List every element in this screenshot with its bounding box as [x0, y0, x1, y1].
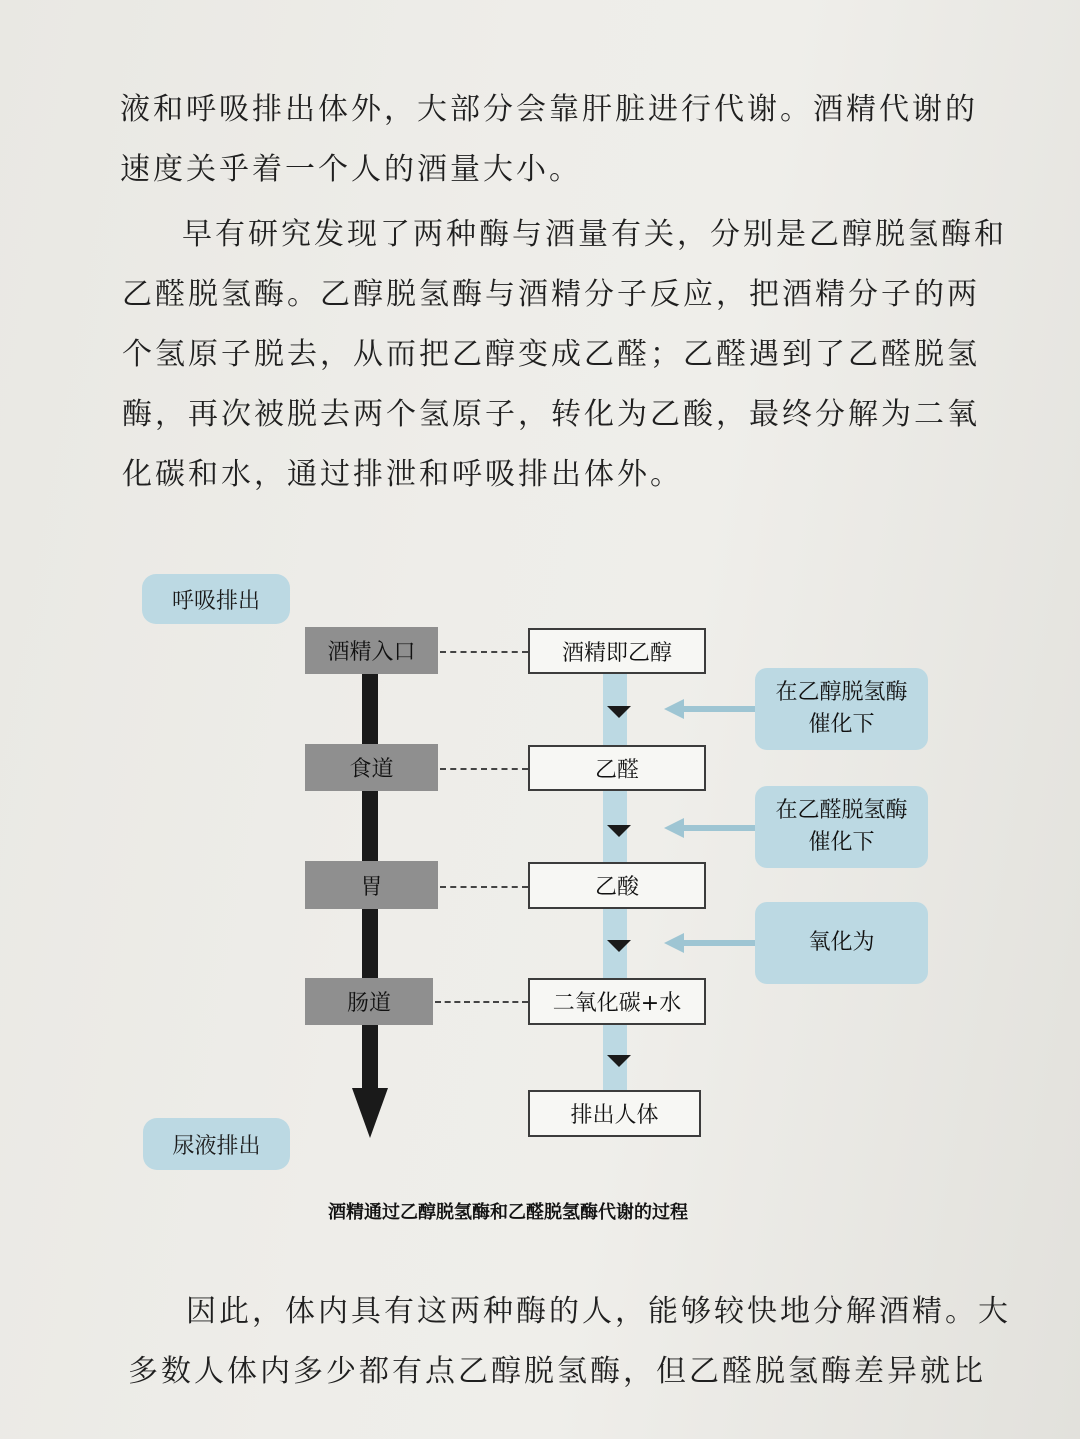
text-line: 早有研究发现了两种酶与酒量有关，分别是乙醇脱氢酶和 — [182, 217, 1007, 252]
text-line: 乙醛脱氢酶。乙醇脱氢酶与酒精分子反应，把酒精分子的两 — [122, 277, 980, 312]
catalyst-arrow-head-icon — [664, 818, 684, 838]
diagram-caption: 酒精通过乙醇脱氢酶和乙醛脱氢酶代谢的过程 — [328, 1202, 688, 1223]
step-box-excreted: 排出人体 — [528, 1090, 701, 1137]
catalyst-arrow-head-icon — [664, 699, 684, 719]
dashed-connector — [440, 886, 528, 888]
organ-box-intestine: 肠道 — [305, 978, 433, 1025]
text-line: 个氢原子脱去，从而把乙醇变成乙醛；乙醛遇到了乙醛脱氢 — [122, 337, 980, 372]
text-line: 液和呼吸排出体外，大部分会靠肝脏进行代谢。酒精代谢的 — [120, 92, 978, 127]
text-line: 多数人体内多少都有点乙醇脱氢酶，但乙醛脱氢酶差异就比 — [128, 1354, 986, 1389]
catalyst-arrow-head-icon — [664, 933, 684, 953]
catalyst-box-oxidation — [755, 902, 928, 984]
text-line: 速度关乎着一个人的酒量大小。 — [120, 152, 582, 187]
urine-excretion-label: 尿液排出 — [143, 1118, 290, 1170]
catalyst-line: 氧化为 — [808, 930, 875, 955]
breath-exhale-label: 呼吸排出 — [142, 574, 290, 624]
catalyst-line: 催化下 — [808, 712, 875, 737]
catalyst-line: 催化下 — [808, 830, 875, 855]
catalyst-line: 在乙醇脱氢酶 — [775, 680, 908, 705]
organ-box-stomach: 胃 — [305, 861, 438, 909]
dashed-connector — [435, 1001, 528, 1003]
catalyst-box-acetaldehyde-dehydrogenase — [755, 786, 928, 868]
dashed-connector — [440, 768, 528, 770]
organ-box-esophagus: 食道 — [305, 744, 438, 791]
organ-box-mouth: 酒精入口 — [305, 627, 438, 674]
step-box-acetic-acid: 乙酸 — [528, 862, 706, 909]
text-line: 化碳和水，通过排泄和呼吸排出体外。 — [122, 457, 683, 492]
catalyst-line: 在乙醛脱氢酶 — [775, 798, 908, 823]
text-line: 酶，再次被脱去两个氢原子，转化为乙酸，最终分解为二氧 — [122, 397, 980, 432]
step-box-acetaldehyde: 乙醛 — [528, 745, 706, 791]
step-box-co2-water: 二氧化碳+水 — [528, 978, 706, 1025]
main-arrow-head-icon — [352, 1088, 388, 1138]
text-line: 因此，体内具有这两种酶的人，能够较快地分解酒精。大 — [186, 1294, 1011, 1329]
dashed-connector — [440, 651, 528, 653]
catalyst-box-ethanol-dehydrogenase — [755, 668, 928, 750]
paragraph-3 — [128, 1282, 1011, 1402]
step-box-ethanol: 酒精即乙醇 — [528, 628, 706, 674]
